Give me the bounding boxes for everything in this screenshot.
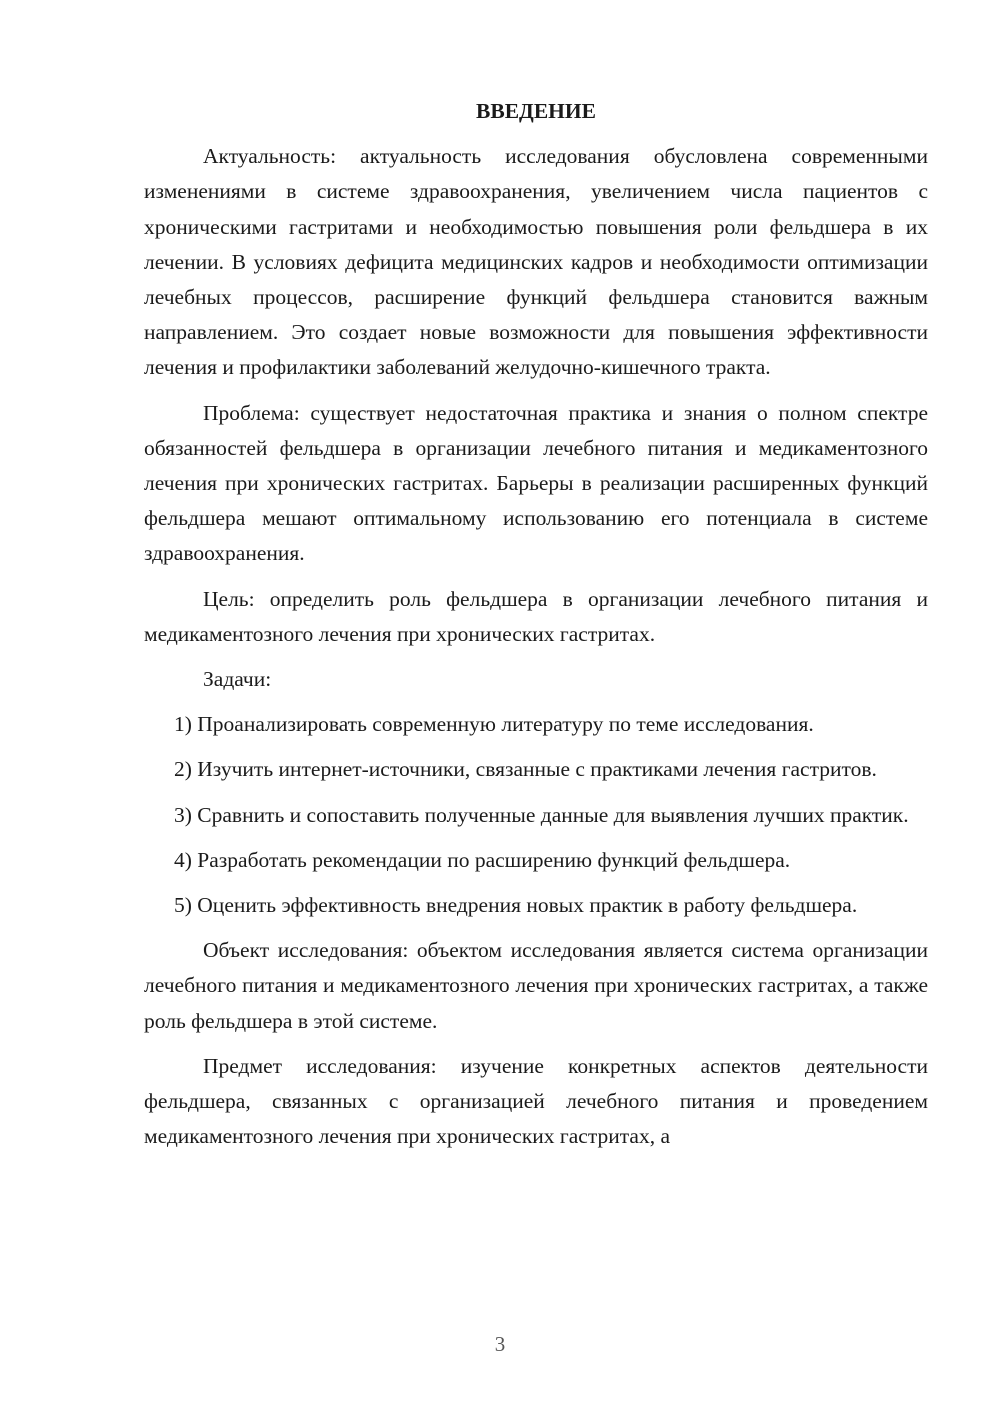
goal-paragraph: Цель: определить роль фельдшера в организации лечебного питания и медикаментозного лечения при хронических гастритах. [144,586,928,646]
object-paragraph: Объект исследования: объектом исследования является система организации лечебного питания и медикаментозного лечения при хронических гастритах, а также роль фельдшера в этой системе. [144,938,928,1033]
section-title: ВВЕДЕНИЕ [476,99,596,123]
page-number: 3 [494,1332,506,1356]
page-content [144,94,928,1154]
subject-paragraph: Предмет исследования: изучение конкретных аспектов деятельности фельдшера, связанных с организацией лечебного питания и проведением медикаментозного лечения при хронических гастритах, а [144,1053,928,1149]
problem-paragraph: Проблема: существует недостаточная практика и знания о полном спектре обязанностей фельдшера в организации лечебного питания и медикаментозного лечения при хронических гастритах. Барьеры в реализации расширенных функций фельдшера мешают оптимальному использованию его потенциала в системе здравоохранения. [144,400,928,566]
task-item-5: 5) Оценить эффективность внедрения новых практик в работу фельдшера. [174,893,858,918]
task-item-4: 4) Разработать рекомендации по расширению функций фельдшера. [174,847,791,872]
tasks-heading: Задачи: [203,667,272,692]
task-item-2: 2) Изучить интернет-источники, связанные с практиками лечения гастритов. [174,757,877,782]
task-item-3: 3) Сравнить и сопоставить полученные данные для выявления лучших практик. [174,802,909,827]
task-item-1: 1) Проанализировать современную литературу по теме исследования. [174,712,814,737]
relevance-paragraph: Актуальность: актуальность исследования обусловлена современными изменениями в системе здравоохранения, увеличением числа пациентов с хроническими гастритами и необходимостью повышения роли фельдшера в их лечении. В условиях дефицита медицинских кадров и необходимости оптимизации лечебных процессов, расширение функций фельдшера становится важным направлением. Это создает новые возможности для повышения эффективности лечения и профилактики заболеваний желудочно-кишечного тракта. [144,144,928,380]
